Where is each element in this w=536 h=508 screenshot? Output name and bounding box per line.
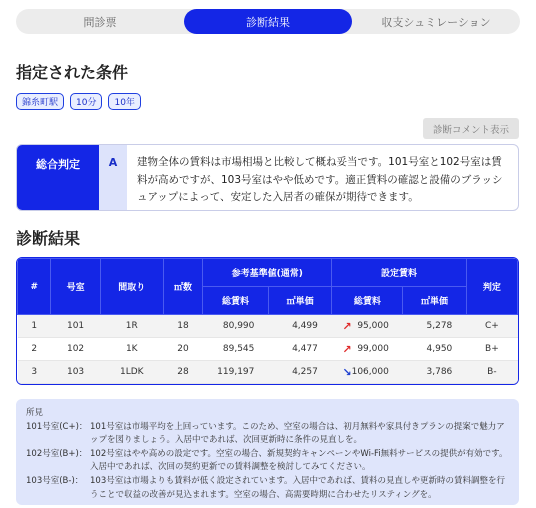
cell-layout: 1K bbox=[100, 338, 163, 361]
cell-set-sqm: 5,278 bbox=[403, 315, 466, 338]
tab-bar bbox=[16, 9, 520, 34]
condition-chip-walk-time: 10分 bbox=[70, 93, 102, 110]
col-header-reference: 参考基準値(通常) bbox=[203, 259, 332, 287]
table-row bbox=[18, 315, 518, 338]
cell-ref-total: 119,197 bbox=[203, 361, 269, 384]
table-row bbox=[18, 361, 518, 384]
cell-ref-sqm: 4,499 bbox=[268, 315, 331, 338]
cell-area: 18 bbox=[163, 315, 202, 338]
col-header-ref-total: 総賃料 bbox=[203, 287, 269, 315]
overall-verdict-card bbox=[16, 144, 519, 211]
observation-item bbox=[26, 421, 509, 448]
cell-grade: C+ bbox=[466, 315, 517, 338]
verdict-grade: A bbox=[99, 145, 127, 210]
tab-income-simulation[interactable]: 収支シュミレーション bbox=[381, 15, 491, 29]
col-header-no: # bbox=[18, 259, 51, 315]
arrow-up-icon: ↗ bbox=[332, 315, 352, 338]
condition-chips bbox=[16, 93, 141, 110]
observation-text: 103号室は市場よりも賃料が低く設定されています。入居中であれば、賃料の見直しや更新時の賃料調整を行うことで収益の改善が見込まれます。空室の場合、高需要時期に合わせたリスティングを。 bbox=[90, 475, 506, 500]
cell-layout: 1R bbox=[100, 315, 163, 338]
cell-room: 103 bbox=[51, 361, 100, 384]
cell-set-total: 99,000 bbox=[352, 338, 403, 361]
observation-key: 102号室(B+)： bbox=[26, 448, 88, 459]
condition-chip-station: 錦糸町駅 bbox=[16, 93, 64, 110]
cell-set-sqm: 3,786 bbox=[403, 361, 466, 384]
cell-ref-total: 89,545 bbox=[203, 338, 269, 361]
cell-no: 2 bbox=[18, 338, 51, 361]
cell-set-total: 95,000 bbox=[352, 315, 403, 338]
results-table bbox=[16, 257, 519, 385]
arrow-down-icon: ↘ bbox=[332, 361, 352, 384]
observation-item bbox=[26, 475, 509, 502]
observations-panel bbox=[16, 399, 519, 505]
show-comment-button[interactable]: 診断コメント表示 bbox=[423, 118, 519, 139]
observation-text: 102号室はやや高めの設定です。空室の場合、新規契約キャンペーンやWi-Fi無料サービスの提供が有効です。入居中であれば、次回の契約更新での賃料調整を検討してみてください。 bbox=[90, 448, 508, 473]
observation-item bbox=[26, 448, 509, 475]
cell-grade: B+ bbox=[466, 338, 517, 361]
conditions-heading: 指定された条件 bbox=[16, 63, 129, 82]
tab-diagnosis-result[interactable]: 診断結果 bbox=[184, 9, 352, 34]
cell-ref-sqm: 4,477 bbox=[268, 338, 331, 361]
cell-no: 1 bbox=[18, 315, 51, 338]
cell-no: 3 bbox=[18, 361, 51, 384]
cell-ref-total: 80,990 bbox=[203, 315, 269, 338]
cell-area: 28 bbox=[163, 361, 202, 384]
verdict-text: 建物全体の賃料は市場相場と比較して概ね妥当です。101号室と102号室は賃料が高めですが、103号室はやや低めです。適正賃料の確認と設備のブラッシュアップによって、安定した入居者の確保が期待できます。 bbox=[137, 156, 503, 203]
observation-text: 101号室は市場平均を上回っています。このため、空室の場合は、初月無料や家具付きプランの提案で魅力アップを図りましょう。入居中であれば、次回更新時に条件の見直しを。 bbox=[90, 421, 505, 446]
col-header-ref-sqm: ㎡単価 bbox=[268, 287, 331, 315]
verdict-label: 総合判定 bbox=[17, 145, 99, 210]
cell-room: 102 bbox=[51, 338, 100, 361]
cell-set-total: 106,000 bbox=[352, 361, 403, 384]
col-header-layout: 間取り bbox=[100, 259, 163, 315]
table-row bbox=[18, 338, 518, 361]
condition-chip-period: 10年 bbox=[108, 93, 140, 110]
col-header-set-sqm: ㎡単価 bbox=[403, 287, 466, 315]
col-header-set-total: 総賃料 bbox=[332, 287, 403, 315]
results-heading: 診断結果 bbox=[16, 229, 81, 248]
cell-layout: 1LDK bbox=[100, 361, 163, 384]
arrow-up-icon: ↗ bbox=[332, 338, 352, 361]
tab-questionnaire[interactable]: 問診票 bbox=[83, 15, 117, 29]
col-header-room: 号室 bbox=[51, 259, 100, 315]
cell-grade: B- bbox=[466, 361, 517, 384]
observations-title: 所見 bbox=[26, 408, 44, 418]
cell-room: 101 bbox=[51, 315, 100, 338]
col-header-set-rent: 設定賃料 bbox=[332, 259, 466, 287]
observation-key: 103号室(B-)： bbox=[26, 475, 84, 486]
col-header-judgement: 判定 bbox=[466, 259, 517, 315]
observation-key: 101号室(C+)： bbox=[26, 421, 88, 432]
cell-ref-sqm: 4,257 bbox=[268, 361, 331, 384]
col-header-area: ㎡数 bbox=[163, 259, 202, 315]
cell-area: 20 bbox=[163, 338, 202, 361]
cell-set-sqm: 4,950 bbox=[403, 338, 466, 361]
